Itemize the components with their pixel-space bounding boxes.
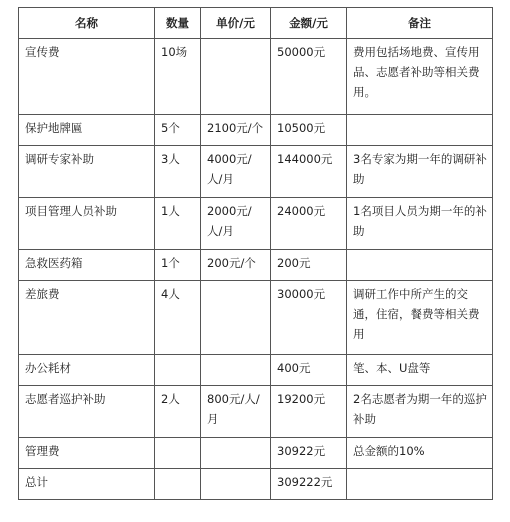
cell-name: 项目管理人员补助 [19,198,155,250]
cell-note [347,469,493,500]
cell-note: 3名专家为期一年的调研补助 [347,146,493,198]
table-row [19,355,493,386]
cell-note: 1名项目人员为期一年的补助 [347,198,493,250]
cell-name: 总计 [19,469,155,500]
cell-unit-price: 2000元/人/月 [201,198,271,250]
table-header-row [19,8,493,39]
cell-unit-price [201,438,271,469]
header-amount: 金额/元 [271,8,347,39]
cell-amount: 10500元 [271,115,347,146]
cell-name: 志愿者巡护补助 [19,386,155,438]
header-note: 备注 [347,8,493,39]
cell-name: 调研专家补助 [19,146,155,198]
cell-quantity: 1人 [155,198,201,250]
cell-amount: 30922元 [271,438,347,469]
cell-unit-price [201,39,271,115]
cell-note [347,115,493,146]
table-row [19,386,493,438]
cell-name: 宣传费 [19,39,155,115]
cell-note: 笔、本、U盘等 [347,355,493,386]
cell-amount: 400元 [271,355,347,386]
cell-name: 管理费 [19,438,155,469]
table-row [19,115,493,146]
cell-name: 办公耗材 [19,355,155,386]
cell-note [347,250,493,281]
cell-name: 保护地牌匾 [19,115,155,146]
cell-quantity [155,438,201,469]
cell-quantity: 4人 [155,281,201,355]
header-quantity: 数量 [155,8,201,39]
cell-amount: 50000元 [271,39,347,115]
cell-name: 差旅费 [19,281,155,355]
table-row [19,250,493,281]
cell-note: 2名志愿者为期一年的巡护补助 [347,386,493,438]
cell-note: 总金额的10% [347,438,493,469]
cell-amount: 144000元 [271,146,347,198]
cell-unit-price [201,469,271,500]
table-row [19,39,493,115]
cell-amount: 19200元 [271,386,347,438]
cell-note: 费用包括场地费、宣传用品、志愿者补助等相关费用。 [347,39,493,115]
cell-quantity: 10场 [155,39,201,115]
cell-quantity [155,355,201,386]
cell-amount: 24000元 [271,198,347,250]
cell-note: 调研工作中所产生的交通，住宿，餐费等相关费用 [347,281,493,355]
header-name: 名称 [19,8,155,39]
budget-table [18,7,493,500]
cell-unit-price: 800元/人/月 [201,386,271,438]
cell-unit-price: 4000元/人/月 [201,146,271,198]
cell-name: 急救医药箱 [19,250,155,281]
cell-unit-price: 2100元/个 [201,115,271,146]
table-row [19,198,493,250]
cell-quantity: 5个 [155,115,201,146]
cell-quantity [155,469,201,500]
cell-quantity: 1个 [155,250,201,281]
cell-amount: 200元 [271,250,347,281]
cell-unit-price: 200元/个 [201,250,271,281]
cell-unit-price [201,281,271,355]
cell-quantity: 3人 [155,146,201,198]
table-row [19,146,493,198]
header-unit-price: 单价/元 [201,8,271,39]
cell-amount: 30000元 [271,281,347,355]
cell-quantity: 2人 [155,386,201,438]
table-row-total [19,469,493,500]
cell-unit-price [201,355,271,386]
table-row [19,438,493,469]
cell-amount: 309222元 [271,469,347,500]
table-row [19,281,493,355]
